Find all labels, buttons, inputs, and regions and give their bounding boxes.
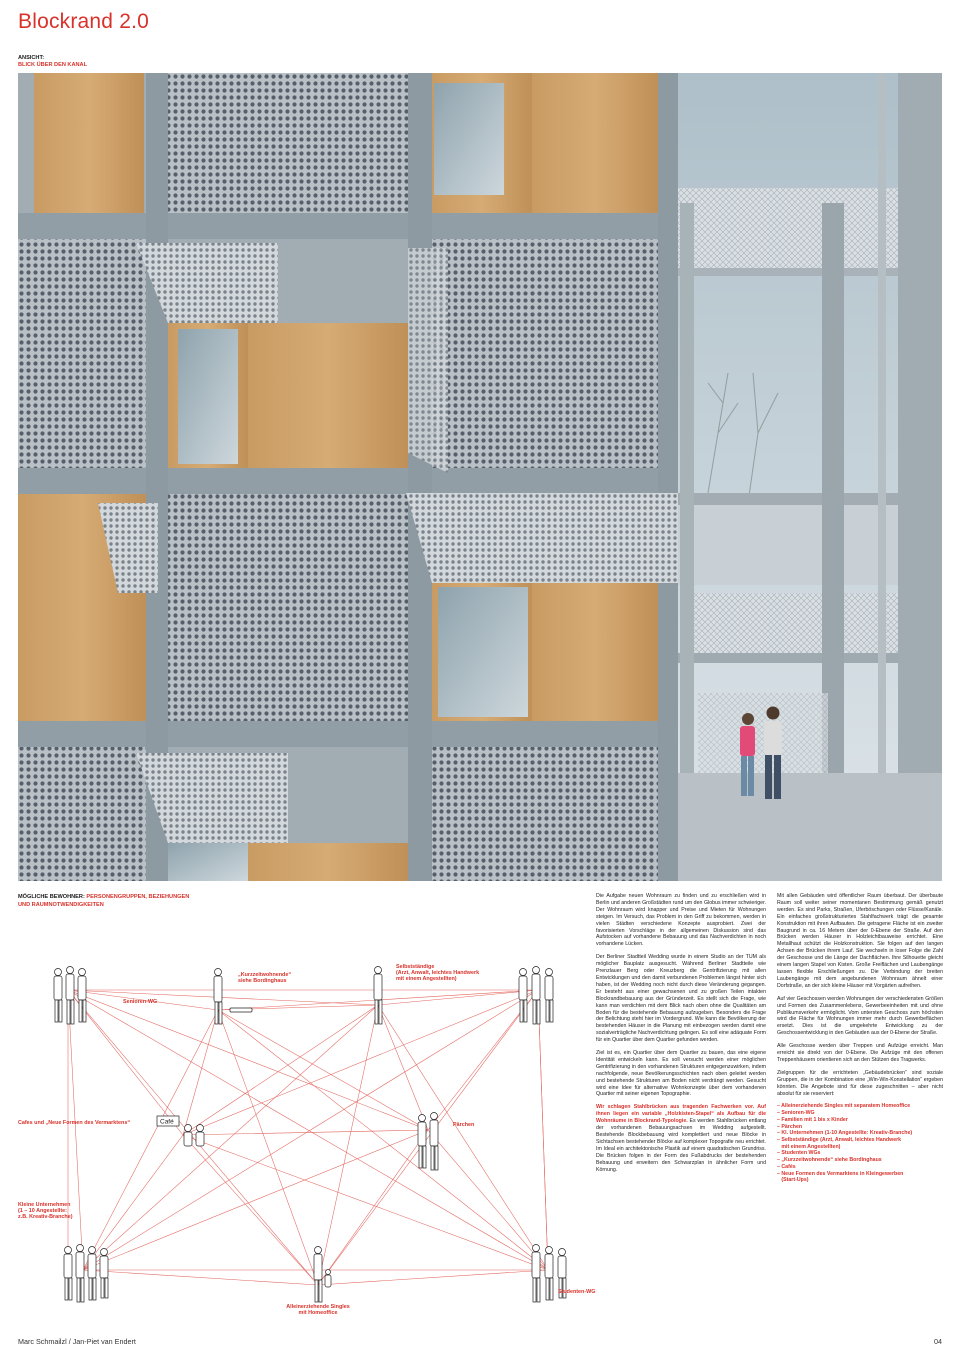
label-kurzzeit-2: siehe Bordinghaus xyxy=(238,978,287,984)
label-selbststaendige-2: (Arzt, Anwalt, leichtes Handwerk xyxy=(396,970,480,976)
relationship-diagram xyxy=(18,950,596,1345)
text-column-1 xyxy=(596,893,766,1179)
label-alleinerziehende-1: Alleinerziehende Singles xyxy=(286,1304,350,1310)
label-cafes: Cafes und „Neue Formen des Vermarktens“ xyxy=(18,1120,131,1126)
list-item: – Neue Formen des Vermarktens in Kleingewerben xyxy=(777,1170,904,1177)
list-item: – Senioren-WG xyxy=(777,1110,815,1117)
list-item: – Pärchen xyxy=(777,1123,803,1130)
label-selbststaendige-3: mit einem Angestellten) xyxy=(396,976,457,982)
col1-paragraph-2: Der Berliner Stadtteil Wedding wurde in einem Studio an der TUM als möglicher Bauplatz ausgesucht. Während Berliner Stadtteile wie Prenzlauer Berg oder Kreuzberg die Gentrifizierung mit allen Entwicklungen und den damit verbundenen Problemen längst hinter sich haben, ist der Wedding noch nicht durch diese Veränderung gegangen. Er besteht aus einer gewachsenen und zu großen Teilen intakten Blockrandbebauung aus der Gründerzeit. Es stellt sich die Frage, wie kann man verdichten mit dem Blick nach oben ohne die Qualitäten am Boden für die bestehende Bebauung aufzugeben. Besonders die Frage der Belichtung steht hier im Vordergrund. Wie kann die Bevölkerung der bestehenden Häuser in die Planung mit einbezogen werden damit eine sozialverträgliche Nachverdichtung gelingen. Es soll eine adäquate Form für ein Quartier über dem Quartier gefunden werden. xyxy=(596,954,766,1044)
senioren-group xyxy=(54,967,86,1025)
list-item: – Alleinerziehende Singles mit separatem Homeoffice xyxy=(777,1103,911,1110)
cafe-sign-text: Café xyxy=(160,1118,174,1126)
target-group-list xyxy=(777,1103,943,1183)
diagram-heading-red: PERSONENGRUPPEN, BEZIEHUNGEN xyxy=(86,894,190,900)
page-title: Blockrand 2.0 xyxy=(18,10,150,33)
col2-paragraph-1: Mit allen Gebäuden wird öffentlicher Raum überbaut. Der überbaute Raum soll weiter seiner momentanen Bestimmung gemäß genutzt werden. Es sind Parks, Straßen, Uferböschungen oder Flüsse/Kanäle. Ein einfaches großstrukturiertes Stahlfachwerk trägt die gesamte Konstruktion mit ihren Aufbauten. Die getragene Fläche ist ein zweiter Baugrund in ca. 16 Metern über der 0-Ebene der Straße. Auf den Brücken werden Häuser in Holzleichtbauweise errichtet. Eine Metallhaut schützt die Holzkonstruktion. Sie folgen auf den langen Achsen der Brücken ihrem Lauf. Sie wechseln in loser Folge die Zahl der Geschosse und die Länge der Dachflächen. Ihre Silhouette gleicht einem langen Stapel von Kisten. Große Freiflächen und Laubengänge lassen flexible Erschließungen zu. Die Verbindung der breiten Laubengänge mit dem angebundenen Wohnraum ähnelt einer Dorfstraße, an der sich kleine Häuser mit Vorgärten aufreihen. xyxy=(777,893,943,989)
label-selbststaendige-1: Selbstständige xyxy=(396,964,435,970)
diagram-heading-black: MÖGLICHE BEWOHNER: xyxy=(18,894,87,900)
text-column-2 xyxy=(777,893,943,1184)
label-kleine-unternehmen-2: (1 – 10 Angestellte: xyxy=(18,1208,67,1214)
label-studenten: Studenten-WG xyxy=(558,1289,596,1295)
col1-paragraph-4 xyxy=(596,1104,766,1173)
list-item: (Start-Ups) xyxy=(777,1177,809,1184)
col1-paragraph-4-body: Es werden Stahlbrücken entlang der vorhandenen Bebauungsachsen im Wedding aufgestellt. Bestehende Blockbebauung wird komplettiert und neue Blöcke in Sichtachsen bestehender Blöcke auf komplexer Topografie neu errichtet. Im Ideal ein architektonische Plastik auf einem quadratischen Grundriss. Die Brücken folgen in der Form des Fußabdrucks der bestehenden Bebauung und erweitern den Schwarzplan in ähnlicher Form und Körnung. xyxy=(596,1118,766,1173)
facade-render-illustration xyxy=(18,73,942,881)
diagram-heading xyxy=(18,893,278,909)
col2-paragraph-4: Zielgruppen für die errichteten „Gebäudebrücken“ sind soziale Gruppen, die in der Kombination eine „Win-Win-Konstellation“ ergeben könnten. Die Angebote sind für diese zugeschnitten – aber nicht absolut für sie reserviert: xyxy=(777,1069,943,1097)
relationship-lines xyxy=(68,990,548,1285)
label-alleinerziehende-2: mit Homeoffice xyxy=(298,1310,338,1316)
footer-page-number: 04 xyxy=(934,1337,942,1346)
relationship-diagram-svg xyxy=(18,950,596,1345)
label-kurzzeit-1: „Kurzzeitwohnende“ xyxy=(238,972,292,978)
list-item: – „Kurzzeitwohnende“ siehe Bordinghaus xyxy=(777,1157,882,1164)
facade-render xyxy=(18,73,942,881)
alleinerziehende-figures xyxy=(314,1247,331,1303)
label-kleine-unternehmen-3: z.B. Kreativ-Branche) xyxy=(18,1214,73,1220)
list-item: – Cafés xyxy=(777,1163,796,1170)
view-label: ANSICHT: xyxy=(18,55,45,61)
col1-paragraph-1: Die Aufgabe neuen Wohnraum zu finden und zu erschließen wird in Berlin und anderen Großstädten rund um den Globus immer schwieriger. Der Wohnraum wird knapper und Preise und Mieten für Wohnungen steigen. Im Versuch, das Problem in den Griff zu bekommen, werden in vielen Städten verschiedene Konzepte ausprobiert. Zwei der favorisierten Vorschläge in der allgemeinen Diskussion sind das Aufstocken auf vorhandene Bebauung und das Nachverdichten in noch vorhandene Lücken. xyxy=(596,893,766,948)
label-kleine-unternehmen-1: Kleine Unternehmen xyxy=(18,1202,71,1208)
studenten-group-top xyxy=(519,967,553,1025)
label-paerchen: Pärchen xyxy=(453,1122,475,1128)
list-item: – Selbstständige (Arzt, Anwalt, leichtes Handwerk xyxy=(777,1136,902,1143)
col1-paragraph-4-highlight: Wir schlagen Stahlbrücken aus tragenden Fachwerken vor. Auf ihnen liegen ein variable „Holzkisten-Stapel“ als Aufbau für die Wohnräume in Blockrand-Typologie. xyxy=(596,1104,766,1125)
footer-authors: Marc Schmailzl / Jan-Piet van Endert xyxy=(18,1337,136,1346)
diagram-heading-red2: UND RAUMNOTWENDIGKEITEN xyxy=(18,902,104,908)
col2-paragraph-3: Alle Geschosse werden über Treppen und Aufzüge erreicht. Man erreicht sie direkt von der 0-Ebene. Die Aufzüge mit den offenen Treppenhäusern orientieren sich an den Stützen des Tragwerks. xyxy=(777,1043,943,1063)
list-item: – Studenten WGs xyxy=(777,1150,821,1157)
selbststaendige-figure xyxy=(374,967,382,1025)
view-subtitle: BLICK ÜBER DEN KANAL xyxy=(18,62,87,68)
list-item: mit einem Angestellten) xyxy=(777,1143,841,1150)
list-item: – Kl. Unternehmen (1-10 Angestellte: Kreativ-Branche) xyxy=(777,1130,913,1137)
col2-paragraph-2: Auf vier Geschossen werden Wohnungen der verschiedensten Größen und Formen des Zusammenlebens, Gewerbeeinheiten mit und ohne Publikumsverkehr ermöglicht. Vom untersten Geschoss zum höchsten wird die Fläche für Wohnungen immer mehr durch Gewerbeflächen ersetzt. Dies ist die umgekehrte Entwicklung zu der Geschossentwicklung in den Gebäuden aus der 0-Ebene der Straße. xyxy=(777,995,943,1037)
kleine-unternehmen-group xyxy=(64,1245,108,1303)
label-senioren: Senioren-WG xyxy=(123,999,158,1005)
paerchen-figures xyxy=(418,1113,438,1171)
person-silhouettes xyxy=(54,967,566,1303)
view-header xyxy=(18,55,87,69)
list-item: – Familien mit 1 bis x Kinder xyxy=(777,1116,848,1123)
col1-paragraph-3: Ziel ist es, ein Quartier über dem Quartier zu bauen, das eine eigene Identität entwickeln kann. Es soll versucht werden einer möglichen Gentrifizierung in den vorhandenen Strukturen entgegenzuwirken, indem nachfolgende, neue Bevölkerungsschichten nach oben geleitet werden und bestehende Strukturen am Boden nicht verdrängt werden. Gesucht wird eine Idee für alternative Wohnkonzepte über dem vorhandenen Quartier mit seiner eigenen Topographie. xyxy=(596,1050,766,1098)
